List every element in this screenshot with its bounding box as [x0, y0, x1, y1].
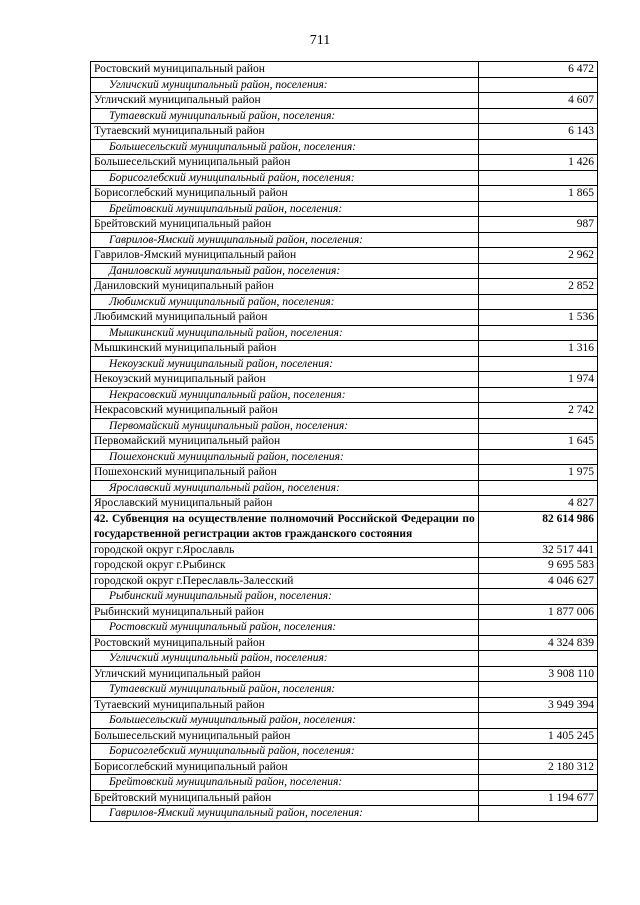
row-value [478, 713, 597, 729]
table-row [91, 62, 598, 78]
row-name: Пошехонский муниципальный район, поселения: [91, 449, 479, 465]
row-value: 2 180 312 [478, 759, 597, 775]
row-name: Рыбинский муниципальный район [91, 604, 479, 620]
row-value: 1 975 [478, 465, 597, 481]
table-subheader-row [91, 294, 598, 310]
row-value [478, 806, 597, 822]
page-number: 711 [309, 33, 331, 48]
row-value [478, 201, 597, 217]
row-value [478, 620, 597, 636]
row-name: Большесельский муниципальный район [91, 728, 479, 744]
row-name: Даниловский муниципальный район [91, 279, 479, 295]
table-row [91, 542, 598, 558]
row-name: Борисоглебский муниципальный район [91, 759, 479, 775]
row-name: Угличский муниципальный район, поселения: [91, 651, 479, 667]
table-row [91, 403, 598, 419]
table-subheader-row [91, 201, 598, 217]
table-subheader-row [91, 744, 598, 760]
table-subheader-row [91, 139, 598, 155]
row-name: Борисоглебский муниципальный район, поселения: [91, 744, 479, 760]
row-name: Угличский муниципальный район [91, 93, 479, 109]
row-name: Тутаевский муниципальный район [91, 124, 479, 140]
table-subheader-row [91, 232, 598, 248]
row-value: 32 517 441 [478, 542, 597, 558]
row-value [478, 744, 597, 760]
table-row [91, 248, 598, 264]
table-subheader-row [91, 449, 598, 465]
table-row [91, 124, 598, 140]
row-value: 1 405 245 [478, 728, 597, 744]
row-value [478, 387, 597, 403]
section-title: 42. Субвенция на осуществление полномочий Российской Федерации по государственной регистрации актов гражданского состояния [91, 511, 479, 542]
row-value [478, 589, 597, 605]
row-name: Брейтовский муниципальный район, поселения: [91, 201, 479, 217]
table-row [91, 759, 598, 775]
table-subheader-row [91, 713, 598, 729]
row-value: 6 472 [478, 62, 597, 78]
row-name: Тутаевский муниципальный район [91, 697, 479, 713]
table-row [91, 635, 598, 651]
row-value [478, 418, 597, 434]
table-subheader-row [91, 682, 598, 698]
table-row [91, 790, 598, 806]
row-name: Угличский муниципальный район [91, 666, 479, 682]
row-value: 1 877 006 [478, 604, 597, 620]
row-value [478, 449, 597, 465]
row-name: Пошехонский муниципальный район [91, 465, 479, 481]
table-row [91, 279, 598, 295]
row-value: 1 426 [478, 155, 597, 171]
row-value: 4 046 627 [478, 573, 597, 589]
row-value [478, 294, 597, 310]
row-value: 2 852 [478, 279, 597, 295]
table-subheader-row [91, 263, 598, 279]
row-value: 1 316 [478, 341, 597, 357]
row-value: 2 742 [478, 403, 597, 419]
row-name: Брейтовский муниципальный район, поселения: [91, 775, 479, 791]
section-total: 82 614 986 [478, 511, 597, 542]
row-value: 3 949 394 [478, 697, 597, 713]
table-row [91, 465, 598, 481]
row-name: Ярославский муниципальный район [91, 496, 479, 512]
row-name: Ростовский муниципальный район [91, 62, 479, 78]
row-value [478, 232, 597, 248]
table-row [91, 728, 598, 744]
table-row [91, 341, 598, 357]
row-name: Брейтовский муниципальный район [91, 790, 479, 806]
table-row [91, 697, 598, 713]
row-name: Тутаевский муниципальный район, поселения: [91, 108, 479, 124]
row-value [478, 77, 597, 93]
table-subheader-row [91, 480, 598, 496]
table-subheader-row [91, 589, 598, 605]
row-name: городской округ г.Переславль-Залесский [91, 573, 479, 589]
row-value [478, 682, 597, 698]
table-row [91, 186, 598, 202]
row-name: Гаврилов-Ямский муниципальный район, поселения: [91, 232, 479, 248]
row-value: 4 827 [478, 496, 597, 512]
row-name: Угличский муниципальный район, поселения: [91, 77, 479, 93]
row-name: Большесельский муниципальный район, поселения: [91, 713, 479, 729]
row-value: 2 962 [478, 248, 597, 264]
row-value [478, 325, 597, 341]
row-name: Некоузский муниципальный район [91, 372, 479, 388]
row-value [478, 139, 597, 155]
table-subheader-row [91, 651, 598, 667]
row-name: Мышкинский муниципальный район, поселения: [91, 325, 479, 341]
row-value: 9 695 583 [478, 558, 597, 574]
row-name: Борисоглебский муниципальный район [91, 186, 479, 202]
row-name: Гаврилов-Ямский муниципальный район, поселения: [91, 806, 479, 822]
table-row [91, 310, 598, 326]
table-subheader-row [91, 387, 598, 403]
table-subheader-row [91, 775, 598, 791]
table-row [91, 496, 598, 512]
table-row [91, 217, 598, 233]
table-row [91, 558, 598, 574]
table-subheader-row [91, 108, 598, 124]
budget-table [90, 61, 598, 822]
table-subheader-row [91, 77, 598, 93]
table-subheader-row [91, 325, 598, 341]
row-name: Мышкинский муниципальный район [91, 341, 479, 357]
table-subheader-row [91, 170, 598, 186]
row-value [478, 170, 597, 186]
table-subheader-row [91, 418, 598, 434]
table-row [91, 93, 598, 109]
row-value [478, 651, 597, 667]
table-subheader-row [91, 620, 598, 636]
row-value: 987 [478, 217, 597, 233]
row-name: Даниловский муниципальный район, поселения: [91, 263, 479, 279]
row-name: Некрасовский муниципальный район [91, 403, 479, 419]
row-name: Большесельский муниципальный район, поселения: [91, 139, 479, 155]
row-value: 3 908 110 [478, 666, 597, 682]
row-name: Борисоглебский муниципальный район, поселения: [91, 170, 479, 186]
row-name: Гаврилов-Ямский муниципальный район [91, 248, 479, 264]
row-name: Любимский муниципальный район [91, 310, 479, 326]
row-name: Некрасовский муниципальный район, поселения: [91, 387, 479, 403]
row-name: городской округ г.Рыбинск [91, 558, 479, 574]
table-row [91, 604, 598, 620]
budget-table-body [91, 62, 598, 822]
row-value: 1 645 [478, 434, 597, 450]
table-section-row [91, 511, 598, 542]
row-name: Любимский муниципальный район, поселения: [91, 294, 479, 310]
row-value: 4 324 839 [478, 635, 597, 651]
row-name: Брейтовский муниципальный район [91, 217, 479, 233]
row-name: Некоузский муниципальный район, поселения: [91, 356, 479, 372]
row-value: 4 607 [478, 93, 597, 109]
row-value [478, 263, 597, 279]
row-name: Тутаевский муниципальный район, поселения: [91, 682, 479, 698]
table-row [91, 573, 598, 589]
row-value: 1 194 677 [478, 790, 597, 806]
row-value [478, 108, 597, 124]
table-row [91, 372, 598, 388]
table-subheader-row [91, 806, 598, 822]
row-name: Ростовский муниципальный район [91, 635, 479, 651]
row-value: 1 536 [478, 310, 597, 326]
table-row [91, 666, 598, 682]
row-name: городской округ г.Ярославль [91, 542, 479, 558]
row-name: Ярославский муниципальный район, поселения: [91, 480, 479, 496]
row-value [478, 356, 597, 372]
row-value: 1 974 [478, 372, 597, 388]
row-value [478, 480, 597, 496]
row-name: Большесельский муниципальный район [91, 155, 479, 171]
row-name: Первомайский муниципальный район, поселения: [91, 418, 479, 434]
row-name: Первомайский муниципальный район [91, 434, 479, 450]
row-value: 1 865 [478, 186, 597, 202]
table-row [91, 155, 598, 171]
row-name: Ростовский муниципальный район, поселения: [91, 620, 479, 636]
row-value [478, 775, 597, 791]
row-name: Рыбинский муниципальный район, поселения: [91, 589, 479, 605]
table-row [91, 434, 598, 450]
row-value: 6 143 [478, 124, 597, 140]
table-subheader-row [91, 356, 598, 372]
